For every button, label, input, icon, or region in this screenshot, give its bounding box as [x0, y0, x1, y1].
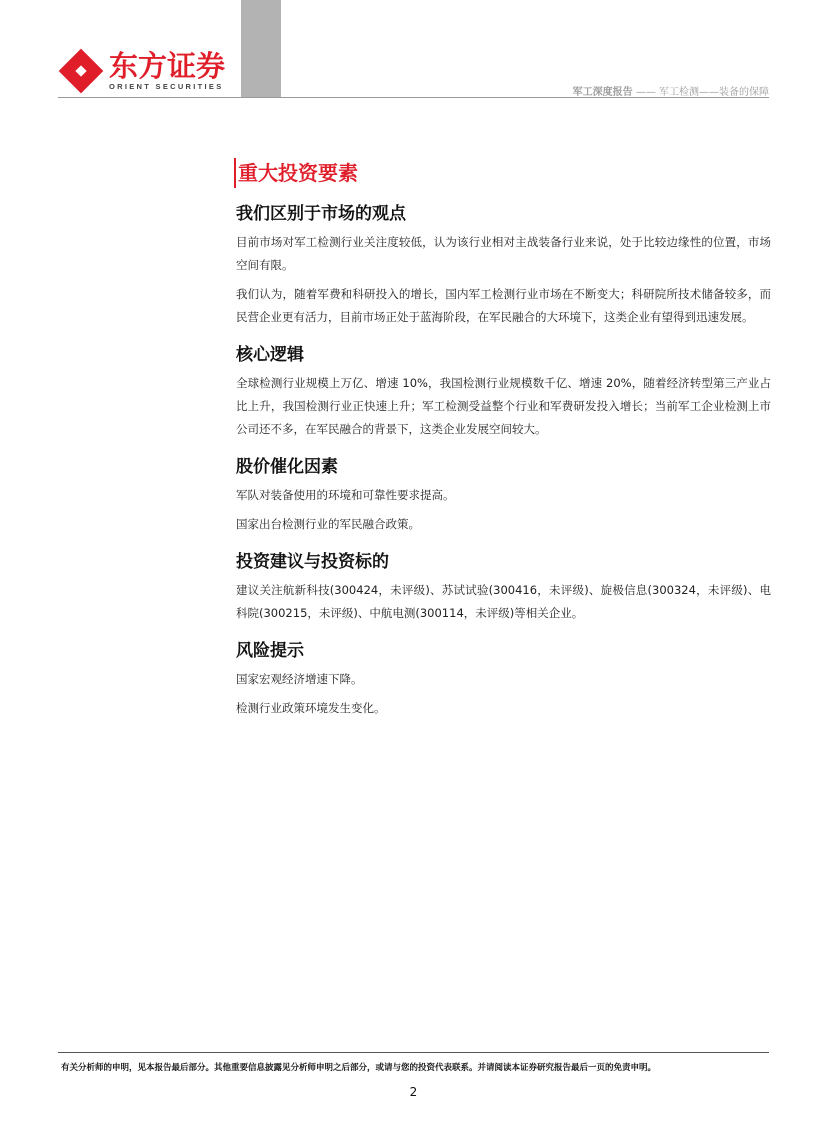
paragraph: 军队对装备使用的环境和可靠性要求提高。	[236, 488, 455, 502]
heading-catalysts: 股价催化因素	[236, 457, 338, 477]
section-title	[236, 158, 771, 188]
footer-divider	[58, 1052, 769, 1053]
report-topic: —— 军工检测——装备的保障	[635, 87, 769, 98]
paragraph: 建议关注航新科技(300424，未评级)、苏试试验(300416，未评级)、旋极信息(300324，未评级)、电科院(300215，未评级)、中航电测(300114，未评级)等相关企业。	[236, 583, 771, 620]
brand-name-en: ORIENT SECURITIES	[109, 82, 224, 91]
paragraph: 目前市场对军工检测行业关注度较低，认为该行业相对主战装备行业来说，处于比较边缘性的位置，市场空间有限。	[236, 235, 771, 272]
report-type: 军工深度报告	[572, 87, 633, 98]
orient-logo-icon	[58, 48, 104, 94]
header-gray-tab	[241, 0, 281, 98]
heading-risks: 风险提示	[236, 641, 304, 661]
heading-investment-advice: 投资建议与投资标的	[236, 552, 389, 572]
heading-market-view: 我们区别于市场的观点	[236, 204, 406, 224]
section-title-text: 重大投资要素	[238, 161, 358, 185]
heading-core-logic: 核心逻辑	[236, 345, 304, 365]
brand-logo	[58, 48, 228, 94]
paragraph: 检测行业政策环境发生变化。	[236, 701, 386, 715]
paragraph: 国家出台检测行业的军民融合政策。	[236, 517, 420, 531]
page-number: 2	[409, 1085, 418, 1099]
paragraph: 我们认为，随着军费和科研投入的增长，国内军工检测行业市场在不断变大；科研院所技术储备较多，而民营企业更有活力，目前市场正处于蓝海阶段，在军民融合的大环境下，这类企业有望得到迅速发展。	[236, 287, 771, 324]
brand-name-cn: 东方证券	[109, 49, 226, 83]
paragraph: 全球检测行业规模上万亿、增速 10%，我国检测行业规模数千亿、增速 20%，随着经济转型第三产业占比上升，我国检测行业正快速上升；军工检测受益整个行业和军费研发投入增长；当前军工企业检测上市公司还不多，在军民融合的背景下，这类企业发展空间较大。	[236, 376, 771, 436]
main-content	[236, 158, 771, 720]
paragraph: 国家宏观经济增速下降。	[236, 672, 363, 686]
section-title-bar	[234, 158, 236, 188]
report-header-note	[573, 83, 769, 98]
header-divider	[58, 97, 769, 98]
footer-disclaimer: 有关分析师的申明，见本报告最后部分。其他重要信息披露见分析师申明之后部分，或请与您的投资代表联系。并请阅读本证券研究报告最后一页的免责申明。	[61, 1063, 657, 1073]
